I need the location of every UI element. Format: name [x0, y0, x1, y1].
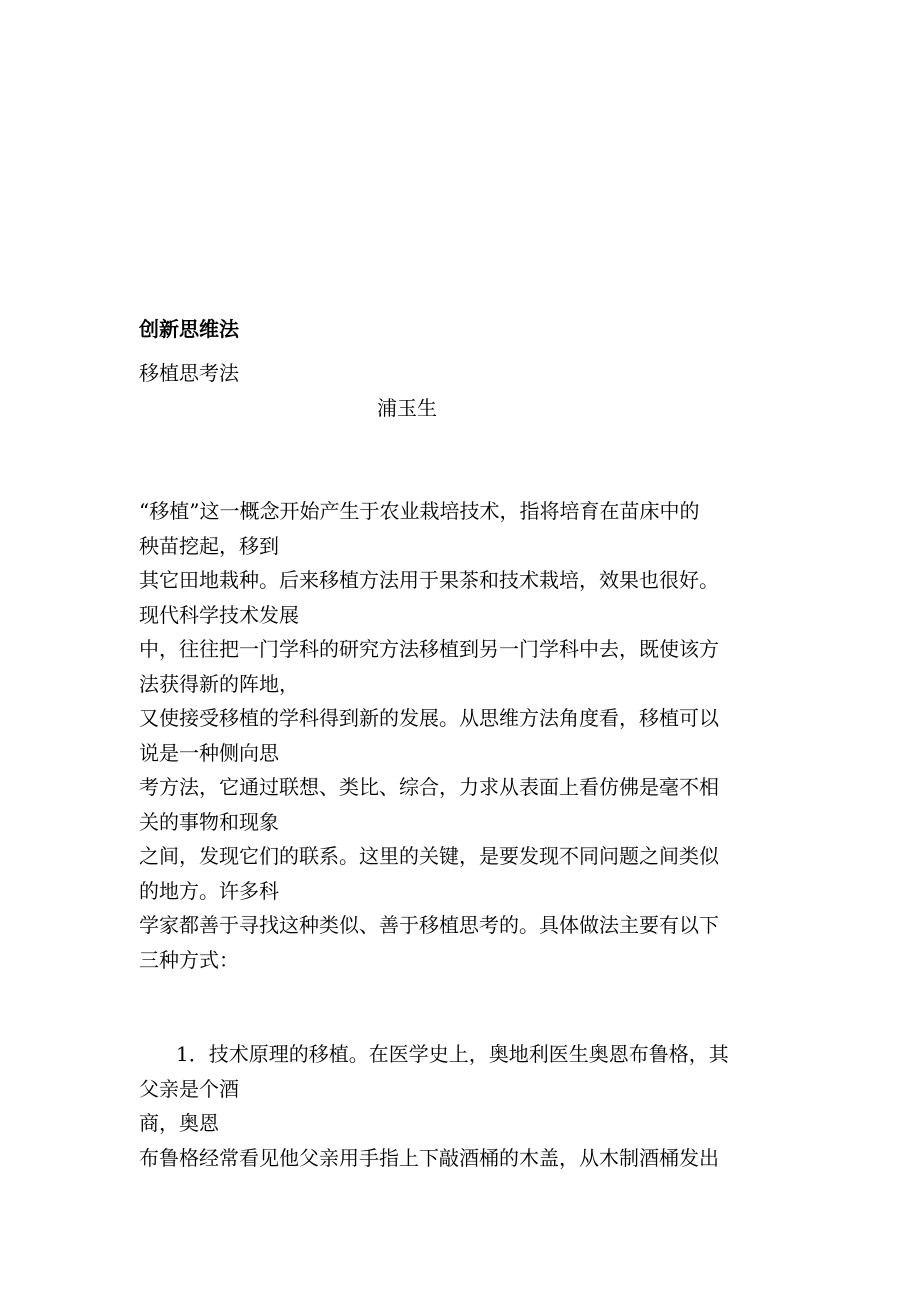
intro-paragraph	[139, 494, 779, 977]
paragraph-line: 父亲是个酒	[139, 1076, 239, 1101]
paragraph-line: 其它田地栽种。后来移植方法用于果茶和技术栽培，效果也很好。	[139, 568, 719, 592]
paragraph-line: 又使接受移植的学科得到新的发展。从思维方法角度看，移植可以	[139, 706, 719, 730]
paragraph-line: “移植”这一概念开始产生于农业栽培技术，指将培育在苗床中的	[139, 499, 700, 523]
paragraph-line: 中，往往把一门学科的研究方法移植到另一门学科中去，既使该方	[139, 637, 719, 661]
paragraph-line: 1．技术原理的移植。在医学史上，奥地利医生奥恩布鲁格，其	[176, 1042, 729, 1066]
paragraph-line: 三种方式：	[139, 947, 239, 972]
section-1-paragraph	[139, 1037, 779, 1175]
paragraph-line: 的地方。许多科	[139, 878, 279, 903]
document-subtitle: 移植思考法	[139, 361, 239, 385]
paragraph-line: 考方法，它通过联想、类比、综合，力求从表面上看仿佛是毫不相	[139, 775, 719, 799]
document-heading: 创新思维法	[139, 317, 239, 341]
paragraph-line: 现代科学技术发展	[139, 602, 299, 627]
paragraph-line: 布鲁格经常看见他父亲用手指上下敲酒桶的木盖，从木制酒桶发出	[139, 1145, 719, 1170]
paragraph-line: 商，奥恩	[139, 1111, 219, 1135]
paragraph-line: 关的事物和现象	[139, 809, 279, 834]
paragraph-line: 学家都善于寻找这种类似、善于移植思考的。具体做法主要有以下	[139, 913, 719, 937]
paragraph-line: 之间，发现它们的联系。这里的关键，是要发现不同问题之间类似	[139, 844, 719, 868]
paragraph-line: 秧苗挖起，移到	[139, 533, 279, 558]
document-author: 浦玉生	[377, 396, 437, 420]
paragraph-line: 法获得新的阵地，	[139, 671, 299, 696]
paragraph-line: 说是一种侧向思	[139, 740, 279, 765]
